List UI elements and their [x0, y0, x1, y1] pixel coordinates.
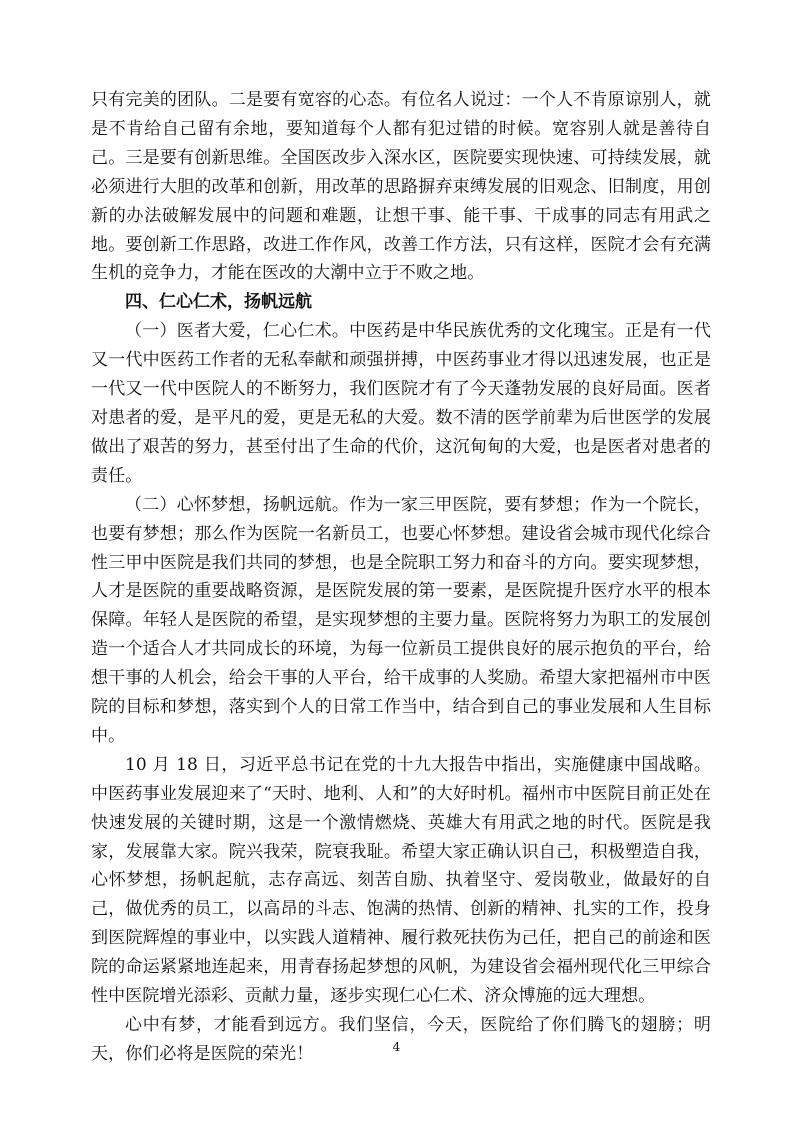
paragraph-healthy-china: 10 月 18 日，习近平总书记在党的十九大报告中指出，实施健康中国战略。中医药事业发展迎来了“天时、地利、人和”的大好时机。福州市中医院目前正处在快速发展的关键时期，这是一个激情燃烧、英雄大有用武之地的时代。医院是我家，发展靠大家。院兴我荣，院衰我耻。希望大家正确认识自己，积极塑造自我，心怀梦想，扬帆起航，志存高远、刻苦自励、执着坚守、爱岗敬业，做最好的自己，做优秀的员工，以高昂的斗志、饱满的热情、创新的精神、扎实的工作，投身到医院辉煌的事业中，以实践人道精神、履行救死扶伤为己任，把自己的前途和医院的命运紧紧地连起来，用青春扬起梦想的风帆，为建设省会福州现代化三甲综合性中医院增光添彩、贡献力量，逐步实现仁心仁术、济众博施的远大理想。: [91, 754, 711, 1007]
paragraph-physician-love: （一）医者大爱，仁心仁术。中医药是中华民族优秀的文化瑰宝。正是有一代又一代中医药工作者的无私奉献和顽强拼搏，中医药事业才得以迅速发展，也正是一代又一代中医院人的不断努力，我们医院才有了今天蓬勃发展的良好局面。医者对患者的爱，是平凡的爱，更是无私的大爱。数不清的医学前辈为后世医学的发展做出了艰苦的努力，甚至付出了生命的代价，这沉甸甸的大爱，也是医者对患者的责任。: [91, 321, 711, 486]
paragraph-closing: 心中有梦，才能看到远方。我们坚信，今天，医院给了你们腾飞的翅膀；明天，你们必将是医院的荣光！: [91, 1015, 711, 1064]
page-number: 4: [392, 1040, 401, 1054]
section-heading-4: 四、仁心仁术，扬帆远航: [125, 292, 312, 313]
paragraph-continued: 只有完美的团队。二是要有宽容的心态。有位名人说过：一个人不肯原谅别人，就是不肯给自己留有余地，要知道每个人都有犯过错的时候。宽容别人就是善待自己。三是要有创新思维。全国医改步入深水区，医院要实现快速、可持续发展，就必须进行大胆的改革和创新，用改革的思路摒弃束缚发展的旧观念、旧制度，用创新的办法破解发展中的问题和难题，让想干事、能干事、干成事的同志有用武之地。要创新工作思路，改进工作作风，改善工作方法，只有这样，医院才会有充满生机的竞争力，才能在医改的大潮中立于不败之地。: [91, 90, 711, 284]
paragraph-dream: （二）心怀梦想，扬帆远航。作为一家三甲医院，要有梦想；作为一个院长，也要有梦想；那么作为医院一名新员工，也要心怀梦想。建设省会城市现代化综合性三甲中医院是我们共同的梦想，也是全院职工努力和奋斗的方向。要实现梦想，人才是医院的重要战略资源，是医院发展的第一要素，是医院提升医疗水平的根本保障。年轻人是医院的希望，是实现梦想的主要力量。医院将努力为职工的发展创造一个适合人才共同成长的环境，为每一位新员工提供良好的展示抱负的平台，给想干事的人机会，给会干事的人平台，给干成事的人奖励。希望大家把福州市中医院的目标和梦想，落实到个人的日常工作当中，结合到自己的事业发展和人生目标中。: [91, 494, 711, 746]
document-body: [91, 86, 711, 1069]
